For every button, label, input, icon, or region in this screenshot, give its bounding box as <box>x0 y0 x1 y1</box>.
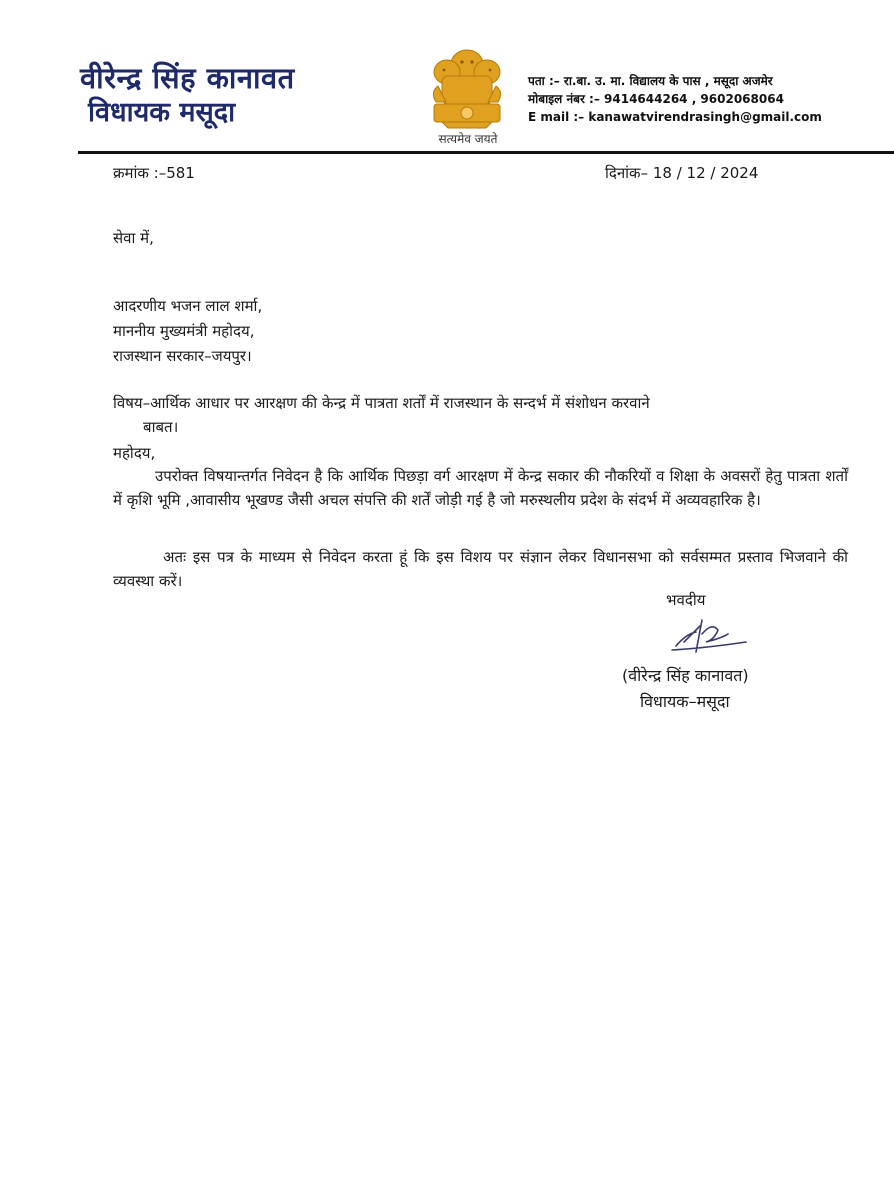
salutation: सेवा में, <box>113 229 154 247</box>
letterhead-mobile: मोबाइल नंबर :– 9414644264 , 9602068064 <box>528 92 784 106</box>
greeting: महोदय, <box>113 444 156 462</box>
emblem-motto: सत्यमेव जयते <box>438 132 498 146</box>
reference-number: क्रमांक :–581 <box>113 164 195 182</box>
letterhead-title: विधायक मसूदा <box>88 97 236 128</box>
addressee-line: राजस्थान सरकार–जयपुर। <box>113 347 252 365</box>
addressee-block <box>113 294 262 369</box>
addressee-line: माननीय मुख्यमंत्री महोदय, <box>113 322 255 340</box>
letterhead-contact <box>528 72 888 126</box>
subject-line-continued: बाबत। <box>143 418 179 436</box>
letterhead-email: E mail :– kanawatvirendrasingh@gmail.com <box>528 110 822 124</box>
letterhead-name: वीरेन्द्र सिंह कानावत <box>80 61 295 95</box>
subject-line: विषय–आर्थिक आधार पर आरक्षण की केन्द्र में पात्रता शर्तों में राजस्थान के सन्दर्भ में संशोधन करवाने <box>113 394 650 412</box>
signatory-title: विधायक–मसूदा <box>640 692 730 711</box>
addressee-line: आदरणीय भजन लाल शर्मा, <box>113 297 263 315</box>
letter-date: दिनांक– 18 / 12 / 2024 <box>605 164 759 182</box>
body-paragraph: उपरोक्त विषयान्तर्गत निवेदन है कि आर्थिक पिछड़ा वर्ग आरक्षण में केन्द्र सकार की नौकरियों व शिक्षा के अवसरों हेतु पात्रता शर्तों में कृशि भूमि ,आवासीय भूखण्ड जैसी अचल संपत्ति की शर्तें जोड़ी गई है जो मरुस्थलीय प्रदेश के संदर्भ में अव्यवहारिक है। <box>113 467 848 509</box>
closing: भवदीय <box>666 591 706 609</box>
subject-block <box>113 391 803 439</box>
signatory-name: (वीरेन्द्र सिंह कानावत) <box>622 666 749 685</box>
letterhead-divider <box>78 151 894 154</box>
signature-image <box>666 612 750 660</box>
letterhead-address: पता :– रा.बा. उ. मा. विद्यालय के पास , मसूदा अजमेर <box>528 74 773 88</box>
body-paragraph: अतः इस पत्र के माध्यम से निवेदन करता हूं कि इस विशय पर संज्ञान लेकर विधानसभा को सर्वसम्मत प्रस्ताव भिजवाने की व्यवस्था करें। <box>113 548 848 590</box>
